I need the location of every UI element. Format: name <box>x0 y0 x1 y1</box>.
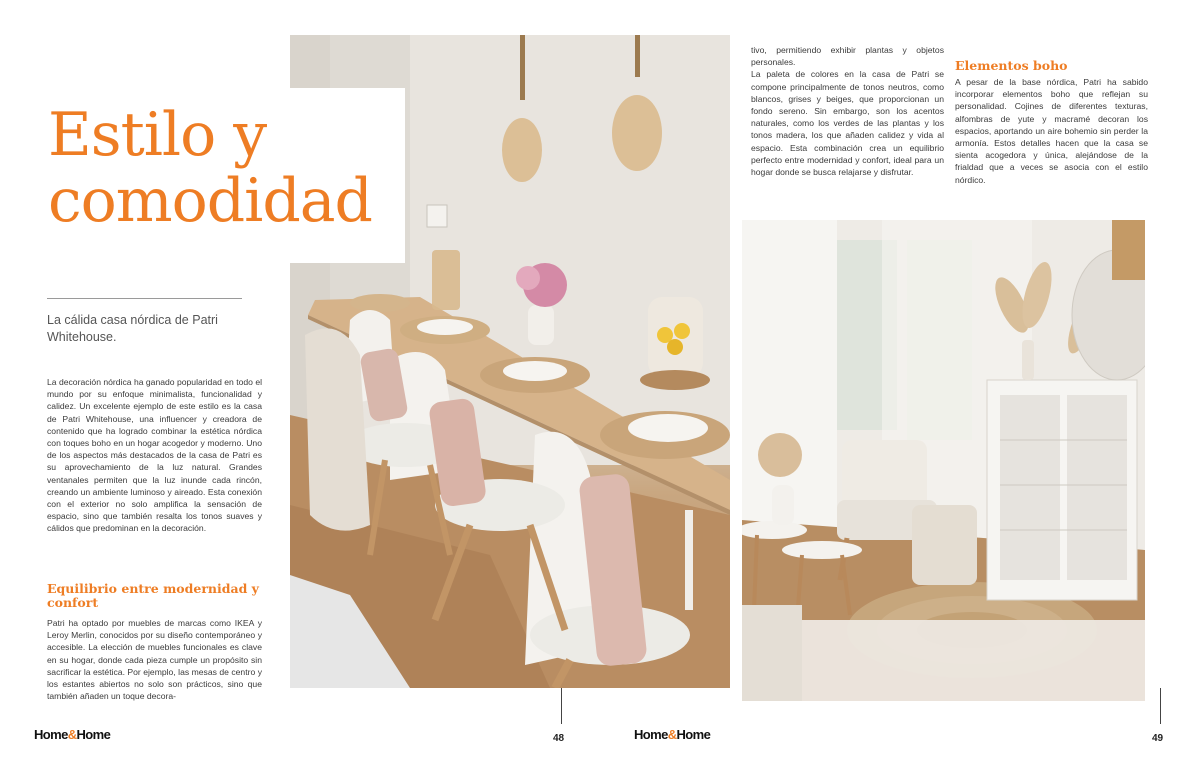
logo-word-1: Home <box>634 727 668 742</box>
section-heading-equilibrio: Equilibrio entre modernidad y confort <box>47 581 259 610</box>
footer-divider-left <box>561 688 562 724</box>
footer-divider-right <box>1160 688 1161 724</box>
article-subtitle: La cálida casa nórdica de Patri Whitehouse. <box>47 313 218 344</box>
logo-word-2: Home <box>676 727 711 742</box>
magazine-logo-left <box>34 727 110 742</box>
article-title-line-2: comodidad <box>48 166 372 236</box>
intro-paragraph: La decoración nórdica ha ganado popularidad en todo el mundo por su enfoque minimalista, funcionalidad y calidez. Un excelente ejemplo de este estilo es la casa de Patri Whitehouse, una influencer y creadora de contenido que ha logrado combinar la estética nórdica con toques boho en un hogar acogedor y moderno. Uno de los aspectos más destacados de la casa de Patri es su aprovechamiento de la luz natural. Grandes ventanales permiten que la luz inunde cada rincón, creando un ambiente luminoso y aireado. Esta conexión con el exterior no solo amplifica la sensación de espacio, sino que también resalta los tonos suaves y cálidos que predominan en la decoración. <box>47 377 263 534</box>
title-divider <box>47 298 242 299</box>
living-room-photo <box>742 220 1145 701</box>
magazine-logo-right <box>634 727 710 742</box>
section-heading-boho: Elementos boho <box>955 58 1068 73</box>
logo-word-1: Home <box>34 727 68 742</box>
living-room-illustration <box>742 220 1145 701</box>
article-title-line-1: Estilo y <box>48 100 267 170</box>
article-title <box>48 102 408 234</box>
palette-paragraph: La paleta de colores en la casa de Patri se compone principalmente de tonos neutros, como blancos, grises y beiges, que proporcionan un fondo sereno. Sin embargo, son los acentos naturales, como los verdes de las plantas y los tonos madera, los que añaden calidez y vida al espacio. Esta combinación crea un equilibrio perfecto entre modernidad y confort, ideal para un hogar donde se busca relajarse y disfrutar. <box>751 69 944 178</box>
continuation-paragraph: tivo, permitiendo exhibir plantas y objetos personales. <box>751 45 944 68</box>
paragraph-boho: A pesar de la base nórdica, Patri ha sabido incorporar elementos boho que reflejan su personalidad. Cojines de diferentes texturas, alfombras de yute y macramé decoran los espacios, aportando un aire bohemio sin perder la armonía. Estos detalles hacen que la casa se sienta acogedora y única, alejándose de la frialdad que a veces se asocia con el estilo nórdico. <box>955 77 1148 185</box>
page-number-right: 49 <box>1152 733 1164 744</box>
logo-word-2: Home <box>76 727 111 742</box>
logo-ampersand: & <box>667 727 677 742</box>
page-number-left: 48 <box>553 733 565 744</box>
middle-column <box>751 44 944 178</box>
paragraph-equilibrio: Patri ha optado por muebles de marcas como IKEA y Leroy Merlin, conocidos por su diseño contemporáneo y accesible. La elección de muebles funcionales es clave en su hogar, donde cada pieza cumple un propósito sin sacrificar la estética. Por ejemplo, las mesas de centro y los estantes abiertos no solo son prácticos, sino que también añaden un toque decora- <box>47 618 262 702</box>
logo-ampersand: & <box>67 727 77 742</box>
